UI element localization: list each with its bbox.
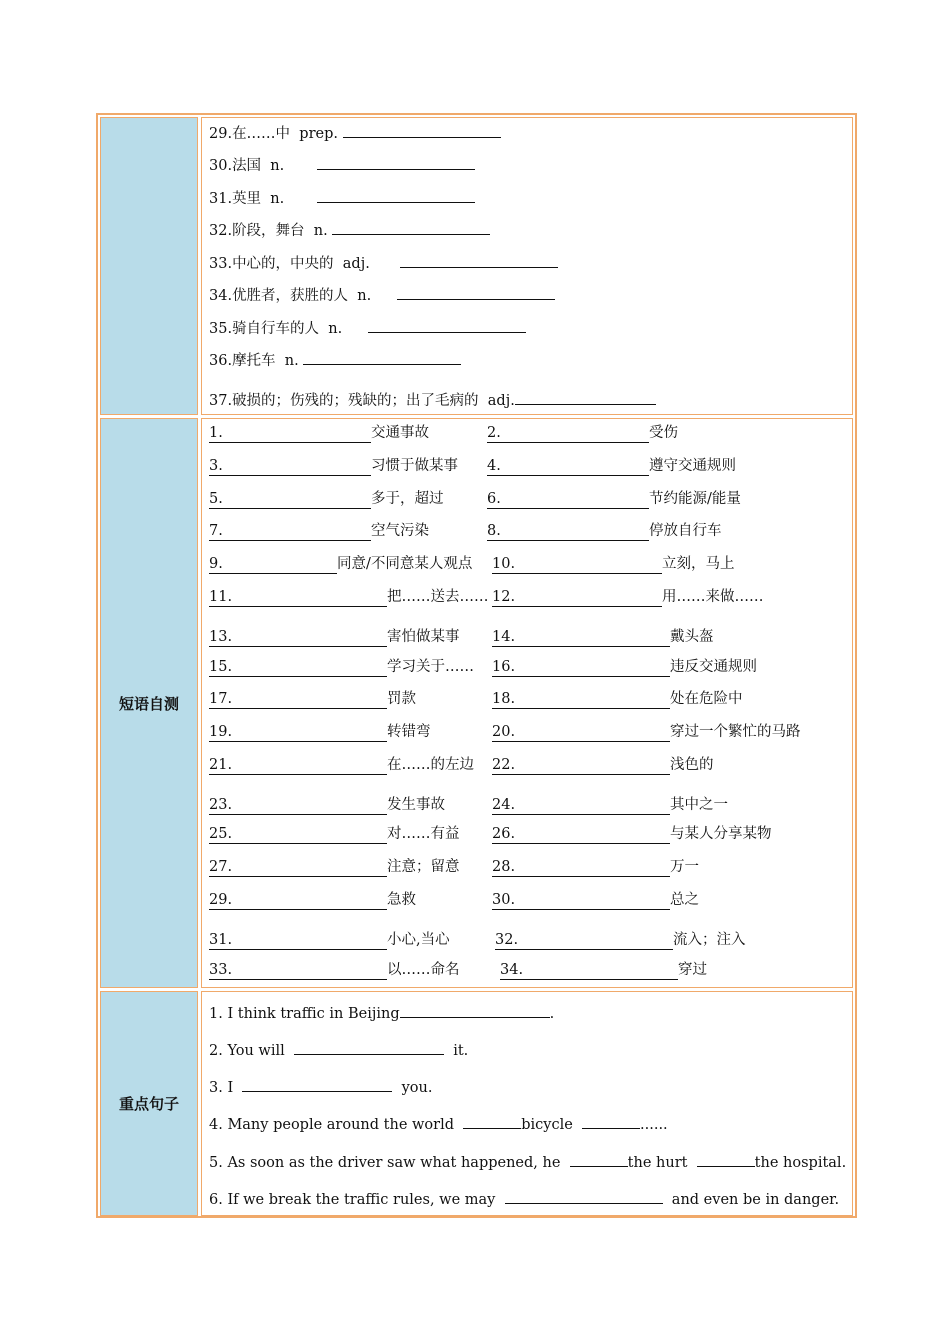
sentence-item: 4. Many people around the world bicycle ......: [209, 1114, 668, 1134]
phrase-meaning: 穿过一个繁忙的马路: [670, 724, 801, 740]
answer-blank[interactable]: [487, 424, 649, 443]
answer-blank[interactable]: [209, 931, 387, 950]
phrase-item: [492, 858, 699, 877]
phrase-meaning: 违反交通规则: [670, 659, 757, 675]
phrase-meaning: 总之: [670, 892, 699, 908]
answer-blank[interactable]: [209, 723, 387, 742]
phrase-item: [209, 931, 450, 950]
item-number: 14.: [492, 629, 516, 645]
answer-blank[interactable]: [492, 588, 662, 607]
item-number: 1.: [209, 425, 223, 441]
item-number: 30.: [492, 892, 516, 908]
phrase-meaning: 浅色的: [670, 757, 714, 773]
phrase-meaning: 习惯于做某事: [371, 458, 458, 474]
phrase-item: [209, 891, 416, 910]
item-number: 10.: [492, 556, 516, 572]
phrase-meaning: 空气污染: [371, 523, 429, 539]
item-number: 5.: [209, 491, 223, 507]
phrase-meaning: 以……命名: [387, 962, 460, 978]
item-number: 12.: [492, 589, 516, 605]
vocab-item: 37.破损的；伤残的；残缺的；出了毛病的 adj.: [209, 390, 656, 410]
item-number: 7.: [209, 523, 223, 539]
vocab-label-cell: [100, 117, 198, 415]
phrase-item: [492, 588, 764, 607]
phrase-item: [209, 658, 474, 677]
answer-blank[interactable]: [492, 858, 670, 877]
phrase-meaning: 把……送去……: [387, 589, 489, 605]
phrase-meaning: 害怕做某事: [387, 629, 460, 645]
answer-blank[interactable]: [332, 220, 490, 235]
phrase-meaning: 立刻，马上: [662, 556, 735, 572]
phrase-item: [492, 825, 772, 844]
phrase-meaning: 学习关于……: [387, 659, 474, 675]
item-number: 25.: [209, 826, 233, 842]
phrase-item: [209, 588, 489, 607]
worksheet-table: [96, 113, 857, 1218]
phrase-item: [209, 961, 460, 980]
answer-blank[interactable]: [209, 891, 387, 910]
sentence-item: 6. If we break the traffic rules, we may and even be in danger.: [209, 1189, 839, 1209]
phrase-meaning: 注意；留意: [387, 859, 460, 875]
answer-blank[interactable]: [492, 825, 670, 844]
phrase-item: [209, 756, 474, 775]
answer-blank[interactable]: [209, 522, 371, 541]
item-number: 8.: [487, 523, 501, 539]
phrase-item: [492, 628, 714, 647]
phrases-label-cell: [100, 418, 198, 988]
phrase-item: [487, 490, 741, 509]
phrase-meaning: 遵守交通规则: [649, 458, 736, 474]
answer-blank[interactable]: [492, 658, 670, 677]
phrase-item: [487, 457, 736, 476]
answer-blank[interactable]: [492, 891, 670, 910]
answer-blank[interactable]: [209, 457, 371, 476]
item-number: 21.: [209, 757, 233, 773]
phrase-meaning: 停放自行车: [649, 523, 722, 539]
sentences-label-cell: [100, 991, 198, 1216]
phrase-meaning: 多于，超过: [371, 491, 444, 507]
phrase-meaning: 同意/不同意某人观点: [337, 556, 473, 572]
item-number: 9.: [209, 556, 223, 572]
vocab-content-cell: [201, 117, 853, 415]
phrase-item: [209, 628, 460, 647]
phrase-meaning: 流入；注入: [673, 932, 746, 948]
phrase-item: [492, 723, 801, 742]
item-number: 4.: [487, 458, 501, 474]
phrase-meaning: 与某人分享某物: [670, 826, 772, 842]
answer-blank[interactable]: [697, 1152, 755, 1167]
item-number: 22.: [492, 757, 516, 773]
answer-blank[interactable]: [492, 690, 670, 709]
answer-blank[interactable]: [209, 690, 387, 709]
item-number: 23.: [209, 797, 233, 813]
phrase-item: [209, 690, 416, 709]
answer-blank[interactable]: [368, 318, 526, 333]
answer-blank[interactable]: [209, 756, 387, 775]
phrase-item: [209, 858, 460, 877]
answer-blank[interactable]: [582, 1114, 640, 1129]
vocab-item: 32.阶段，舞台 n.: [209, 220, 490, 240]
answer-blank[interactable]: [294, 1040, 444, 1055]
phrase-item: [209, 424, 429, 443]
item-number: 29.: [209, 892, 233, 908]
vocab-item: 29.在……中 prep.: [209, 123, 501, 143]
answer-blank[interactable]: [209, 658, 387, 677]
phrase-item: [209, 522, 429, 541]
answer-blank[interactable]: [487, 522, 649, 541]
item-number: 3.: [209, 458, 223, 474]
answer-blank[interactable]: [343, 123, 501, 138]
item-number: 6.: [487, 491, 501, 507]
sentences-row: [98, 989, 855, 1218]
answer-blank[interactable]: [209, 628, 387, 647]
phrase-meaning: 节约能源/能量: [649, 491, 741, 507]
answer-blank[interactable]: [492, 628, 670, 647]
answer-blank[interactable]: [492, 555, 662, 574]
answer-blank[interactable]: [303, 350, 461, 365]
answer-blank[interactable]: [209, 858, 387, 877]
vocab-item: 34.优胜者，获胜的人 n.: [209, 285, 555, 305]
answer-blank[interactable]: [209, 424, 371, 443]
item-number: 13.: [209, 629, 233, 645]
answer-blank[interactable]: [487, 457, 649, 476]
answer-blank[interactable]: [492, 796, 670, 815]
phrase-meaning: 交通事故: [371, 425, 429, 441]
item-number: 28.: [492, 859, 516, 875]
answer-blank[interactable]: [495, 931, 673, 950]
answer-blank[interactable]: [209, 796, 387, 815]
phrase-meaning: 转错弯: [387, 724, 431, 740]
answer-blank[interactable]: [209, 555, 337, 574]
phrase-item: [209, 723, 431, 742]
phrase-item: [495, 931, 746, 950]
answer-blank[interactable]: [209, 961, 387, 980]
item-number: 26.: [492, 826, 516, 842]
answer-blank[interactable]: [492, 723, 670, 742]
answer-blank[interactable]: [487, 490, 649, 509]
phrase-item: [209, 457, 458, 476]
phrases-content-cell: [201, 418, 853, 988]
vocab-item: 35.骑自行车的人 n.: [209, 318, 526, 338]
sentence-item: 3. I you.: [209, 1077, 432, 1097]
vocab-row: [98, 115, 855, 417]
vocab-item: 33.中心的，中央的 adj.: [209, 253, 558, 273]
vocab-item: 30.法国 n.: [209, 155, 475, 175]
sentence-item: 2. You will it.: [209, 1040, 468, 1060]
phrase-meaning: 在……的左边: [387, 757, 474, 773]
phrase-meaning: 戴头盔: [670, 629, 714, 645]
phrase-meaning: 急救: [387, 892, 416, 908]
phrase-item: [209, 825, 460, 844]
item-number: 27.: [209, 859, 233, 875]
section-label: 短语自测: [118, 694, 179, 713]
answer-blank[interactable]: [505, 1189, 663, 1204]
phrase-item: [500, 961, 707, 980]
answer-blank[interactable]: [463, 1114, 521, 1129]
vocab-item: 36.摩托车 n.: [209, 350, 461, 370]
item-number: 24.: [492, 797, 516, 813]
vocab-item: 31.英里 n.: [209, 188, 475, 208]
answer-blank[interactable]: [400, 1003, 550, 1018]
phrase-meaning: 处在危险中: [670, 691, 743, 707]
phrase-meaning: 发生事故: [387, 797, 445, 813]
item-number: 33.: [209, 962, 233, 978]
answer-blank[interactable]: [500, 961, 678, 980]
answer-blank[interactable]: [209, 490, 371, 509]
item-number: 19.: [209, 724, 233, 740]
answer-blank[interactable]: [515, 390, 656, 405]
item-number: 18.: [492, 691, 516, 707]
phrase-item: [209, 555, 472, 574]
answer-blank[interactable]: [570, 1152, 628, 1167]
item-number: 20.: [492, 724, 516, 740]
phrase-item: [492, 891, 699, 910]
answer-blank[interactable]: [317, 188, 475, 203]
item-number: 16.: [492, 659, 516, 675]
answer-blank[interactable]: [317, 155, 475, 170]
phrase-item: [492, 555, 735, 574]
phrase-item: [487, 522, 722, 541]
item-number: 15.: [209, 659, 233, 675]
sentence-item: 1. I think traffic in Beijing .: [209, 1003, 554, 1023]
phrase-item: [209, 796, 445, 815]
phrase-item: [492, 756, 714, 775]
phrase-item: [492, 690, 743, 709]
item-number: 31.: [209, 932, 233, 948]
phrase-meaning: 罚款: [387, 691, 416, 707]
sentence-item: 5. As soon as the driver saw what happened, he the hurt the hospital.: [209, 1152, 846, 1172]
item-number: 32.: [495, 932, 519, 948]
phrase-item: [487, 424, 678, 443]
phrase-meaning: 用……来做……: [662, 589, 764, 605]
phrase-meaning: 小心,当心: [387, 932, 450, 948]
sentences-content-cell: [201, 991, 853, 1216]
answer-blank[interactable]: [397, 285, 555, 300]
item-number: 34.: [500, 962, 524, 978]
phrase-meaning: 受伤: [649, 425, 678, 441]
phrase-meaning: 穿过: [678, 962, 707, 978]
phrase-meaning: 对……有益: [387, 826, 460, 842]
answer-blank[interactable]: [242, 1077, 392, 1092]
answer-blank[interactable]: [492, 756, 670, 775]
phrases-row: [98, 416, 855, 990]
item-number: 2.: [487, 425, 501, 441]
section-label: 重点句子: [118, 1095, 179, 1113]
item-number: 11.: [209, 589, 233, 605]
phrase-item: [209, 490, 444, 509]
phrase-meaning: 其中之一: [670, 797, 728, 813]
item-number: 17.: [209, 691, 233, 707]
answer-blank[interactable]: [209, 588, 387, 607]
phrase-meaning: 万一: [670, 859, 699, 875]
phrase-item: [492, 658, 757, 677]
answer-blank[interactable]: [400, 253, 558, 268]
phrase-item: [492, 796, 728, 815]
answer-blank[interactable]: [209, 825, 387, 844]
